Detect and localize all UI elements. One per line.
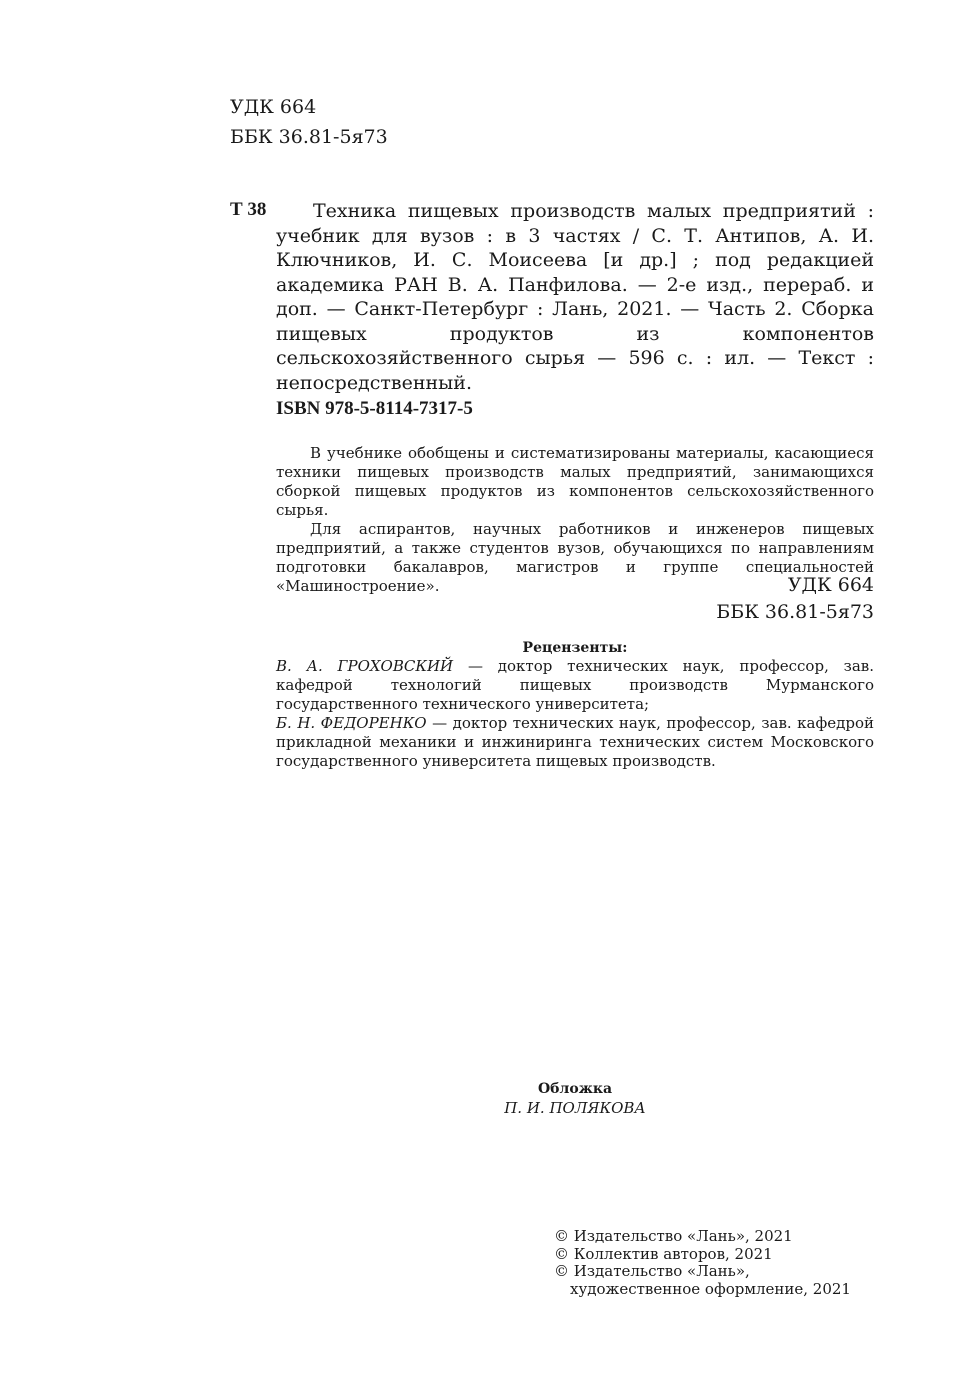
udk-right <box>716 572 874 626</box>
annotation-paragraph: В учебнике обобщены и систематизированы материалы, касающиеся техники пищевых производств малых предприятий, занимающихся сборкой пищевых продуктов из компонентов сельскохозяйственного сырья. <box>276 444 874 519</box>
reviewer-entry <box>276 657 874 714</box>
isbn: ISBN 978-5-8114-7317-5 <box>276 398 473 419</box>
bbk-code-right: ББК 36.81-5я73 <box>716 601 874 623</box>
copyright-line: © Издательство «Лань», 2021 <box>554 1227 793 1245</box>
udk-code: УДК 664 <box>230 96 317 118</box>
cover-credit <box>276 1080 874 1118</box>
copyright-line: © Издательство «Лань», <box>554 1262 750 1280</box>
author-mark: Т 38 <box>230 199 267 220</box>
bibliographic-text: Техника пищевых производств малых предприятий : учебник для вузов : в 3 частях / С. Т. Антипов, А. И. Ключников, И. С. Моисеева [и др.] ; под редакцией академика РАН В. А. Панфилова. — 2-е изд., перераб. и доп. — Санкт-Петербург : Лань, 2021. — Часть 2. Сборка пищевых продуктов из компонентов сельскохозяйственного сырья — 596 с. : ил. — Текст : непосредственный. <box>276 200 874 394</box>
reviewer-name: Б. Н. ФЕДОРЕНКО <box>276 714 427 732</box>
copyright-block <box>554 1228 851 1298</box>
copyright-line: © Коллектив авторов, 2021 <box>554 1244 773 1263</box>
bibliographic-record <box>276 199 874 395</box>
bbk-code: ББК 36.81-5я73 <box>230 126 388 148</box>
copyright-line: художественное оформление, 2021 <box>570 1279 851 1298</box>
udk-header <box>230 92 388 152</box>
cover-label: Обложка <box>537 1081 613 1097</box>
cover-artist: П. И. ПОЛЯКОВА <box>504 1099 646 1117</box>
reviewer-info: — доктор технических наук, профессор, зав. кафедрой технологий пищевых производств Мурманского государственного технического университета; <box>276 657 874 713</box>
reviewer-entry <box>276 714 874 771</box>
reviewers-title: Рецензенты: <box>522 640 628 656</box>
reviewer-name: В. А. ГРОХОВСКИЙ <box>276 657 454 675</box>
reviewers-list <box>276 657 874 771</box>
udk-code-right: УДК 664 <box>787 574 874 596</box>
annotation-paragraph: Для аспирантов, научных работников и инженеров пищевых предприятий, а также студентов вузов, обучающихся по направлениям подготовки бакалавров, магистров и группе специальностей «Машиностроение». <box>276 520 874 595</box>
reviewer-info: — доктор технических наук, профессор, зав. кафедрой прикладной механики и инжиниринга технических систем Московского государственного университета пищевых производств. <box>276 714 874 770</box>
